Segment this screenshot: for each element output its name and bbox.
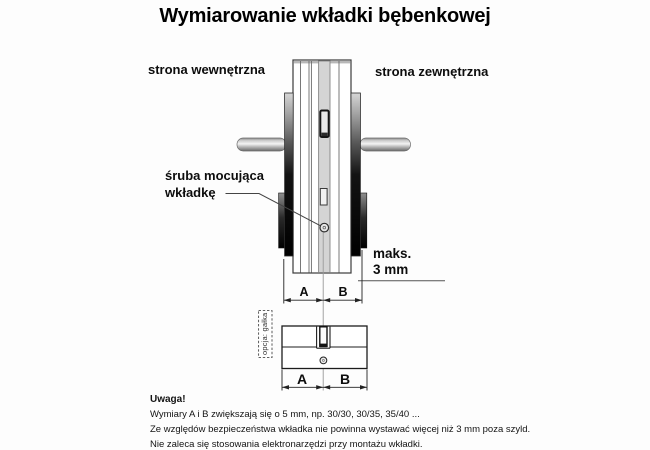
note-line-1: Wymiary A i B zwiększają się o 5 mm, np. 30/30, 30/35, 35/40 ... bbox=[150, 409, 420, 420]
cylinder-channel bbox=[319, 61, 330, 273]
handle-spindle-left bbox=[237, 138, 286, 151]
cylinder-screw-hole bbox=[320, 357, 327, 364]
cylinder-pin-lower bbox=[320, 189, 327, 206]
escutcheon-right bbox=[351, 93, 360, 256]
cylinder-protrusion-left bbox=[279, 193, 285, 248]
notes-block bbox=[150, 392, 530, 450]
dimension-b-label-lower: B bbox=[339, 371, 351, 387]
max-protrusion-label-line1: maks. bbox=[373, 246, 412, 261]
note-line-3: Nie zaleca się stosowania elektronarzędzi przy montażu wkładki. bbox=[150, 439, 423, 450]
cylinder-protrusion-right bbox=[360, 193, 366, 248]
dimension-b-label-upper: B bbox=[338, 285, 348, 299]
door-cross-section bbox=[293, 60, 351, 273]
euro-cylinder-drawing bbox=[282, 326, 367, 369]
handle-spindle-right bbox=[360, 138, 411, 151]
mounting-screw bbox=[320, 223, 329, 232]
cylinder-cam bbox=[320, 111, 328, 138]
dimension-a-label-lower: A bbox=[296, 371, 308, 387]
page-title: Wymiarowanie wkładki bębenkowej bbox=[159, 5, 491, 27]
notes-heading: Uwaga! bbox=[150, 394, 186, 405]
note-line-2: Ze względów bezpieczeństwa wkładka nie powinna wystawać więcej niż 3 mm poza szyld. bbox=[150, 424, 531, 435]
max-protrusion-label-line2: 3 mm bbox=[373, 261, 409, 277]
knob-option-label: opcja: gałka bbox=[260, 312, 269, 356]
outer-side-label: strona zewnętrzna bbox=[375, 64, 489, 79]
escutcheon-left bbox=[285, 93, 294, 256]
mounting-screw-label-line2: wkładkę bbox=[165, 185, 216, 200]
max-protrusion-label bbox=[373, 246, 411, 277]
inner-side-label: strona wewnętrzna bbox=[148, 62, 266, 77]
dimension-a-label-upper: A bbox=[299, 285, 309, 299]
mounting-screw-label-line1: śruba mocująca bbox=[165, 168, 264, 183]
mounting-screw-label bbox=[165, 167, 264, 201]
